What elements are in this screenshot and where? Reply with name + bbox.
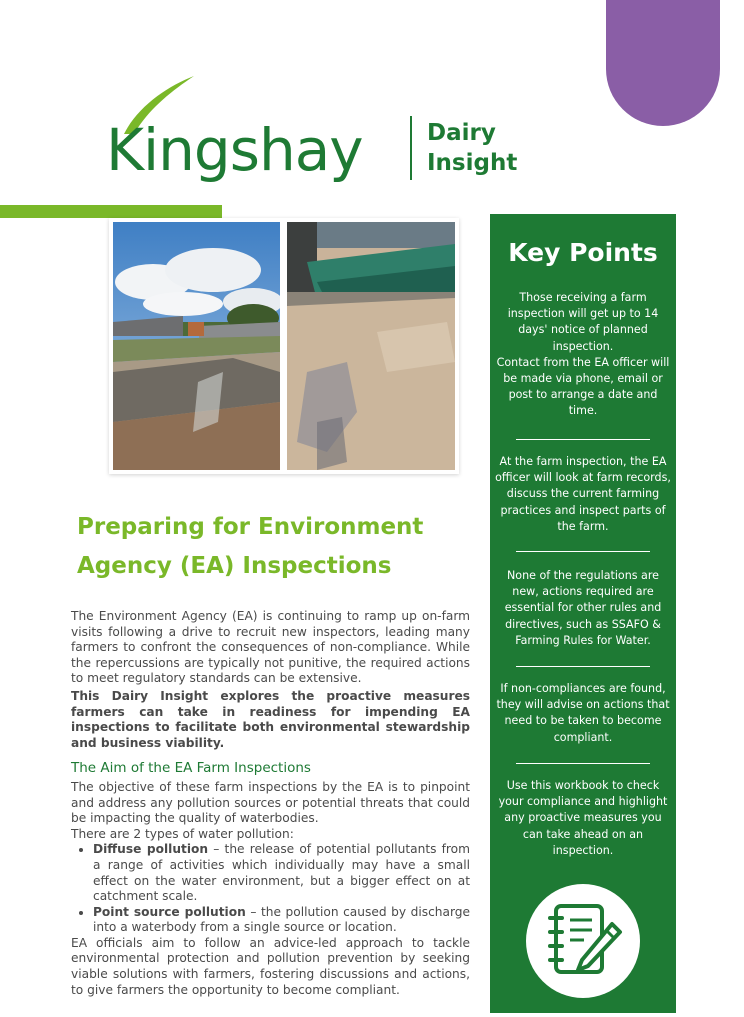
intro-paragraph: The Environment Agency (EA) is continuing to ramp up on-farm visits following a drive to recruit new inspectors, leading many farmers to confront the consequences of non-compliance. While the repercussions are typically not punitive, the required actions to meet regulatory standards can be extensive. [71,609,470,686]
notebook-pencil-icon [526,884,640,998]
logo-wordmark: Kingshay [106,116,363,184]
types-intro: There are 2 types of water pollution: [71,826,294,841]
key-points-divider [516,551,650,552]
list-item [93,905,470,936]
list-item [93,842,470,904]
key-points-panel [490,214,676,1013]
key-points-divider [516,666,650,667]
page-title-line2: Agency (EA) Inspections [77,553,392,579]
key-point-item: If non-compliances are found, they will advise on actions that need to be taken to become compliant. [496,682,670,744]
kingshay-logo [106,76,526,196]
covered-slurry-store-photo [287,222,455,470]
logo-divider [410,116,412,180]
pollution-types-list [71,842,470,936]
article-body [71,609,470,998]
bullet-text: – the release of potential pollutants from a range of activities which individually may have a small effect on the water environment, but a bigger effect on at catchment scale. [93,842,470,904]
key-points-divider [516,763,650,764]
bullet-text: – the pollution caused by discharge into a waterbody from a single source or location. [93,904,470,935]
logo-subtitle-line1: Dairy [427,120,496,146]
page-title [77,508,477,586]
key-point-item: Those receiving a farm inspection will get up to 14 days' notice of planned inspection. Contact from the EA officer will be made via phone, email or post to arrange a date and time. [496,291,670,418]
key-point-item: None of the regulations are new, actions required are essential for other rules and directives, such as SSAFO & Farming Rules for Water. [504,569,662,647]
page-title-line1: Preparing for Environment [77,514,424,540]
closing-paragraph: EA officials aim to follow an advice-led approach to tackle environmental protection and pollution prevention by seeking viable solutions with farmers, fostering discussions and actions, to give farmers the opportunity to become compliant. [71,935,470,997]
objective-paragraph: The objective of these farm inspections by the EA is to pinpoint and address any pollution sources or potential threats that could be impacting the quality of waterbodies. [71,779,470,826]
bullet-term: Diffuse pollution [93,842,209,857]
accent-bar [0,205,222,218]
key-point-item: At the farm inspection, the EA officer will look at farm records, discuss the current farming practices and inspect parts of the farm. [495,455,671,533]
photo-collage [109,218,459,474]
key-points-divider [516,439,650,440]
purple-corner-tab [606,0,720,126]
key-points-title: Key Points [508,238,658,267]
bullet-term: Point source pollution [93,904,246,919]
logo-subtitle-line2: Insight [427,150,518,176]
intro-bold-paragraph: This Dairy Insight explores the proactive measures farmers can take in readiness for impending EA inspections to facilitate both environmental stewardship and business viability. [71,688,470,750]
key-point-item: Use this workbook to check your compliance and highlight any proactive measures you can take ahead on an inspection. [498,779,668,857]
section-heading: The Aim of the EA Farm Inspections [71,760,311,777]
slurry-lagoon-photo [113,222,280,470]
logo-subtitle [427,118,517,178]
